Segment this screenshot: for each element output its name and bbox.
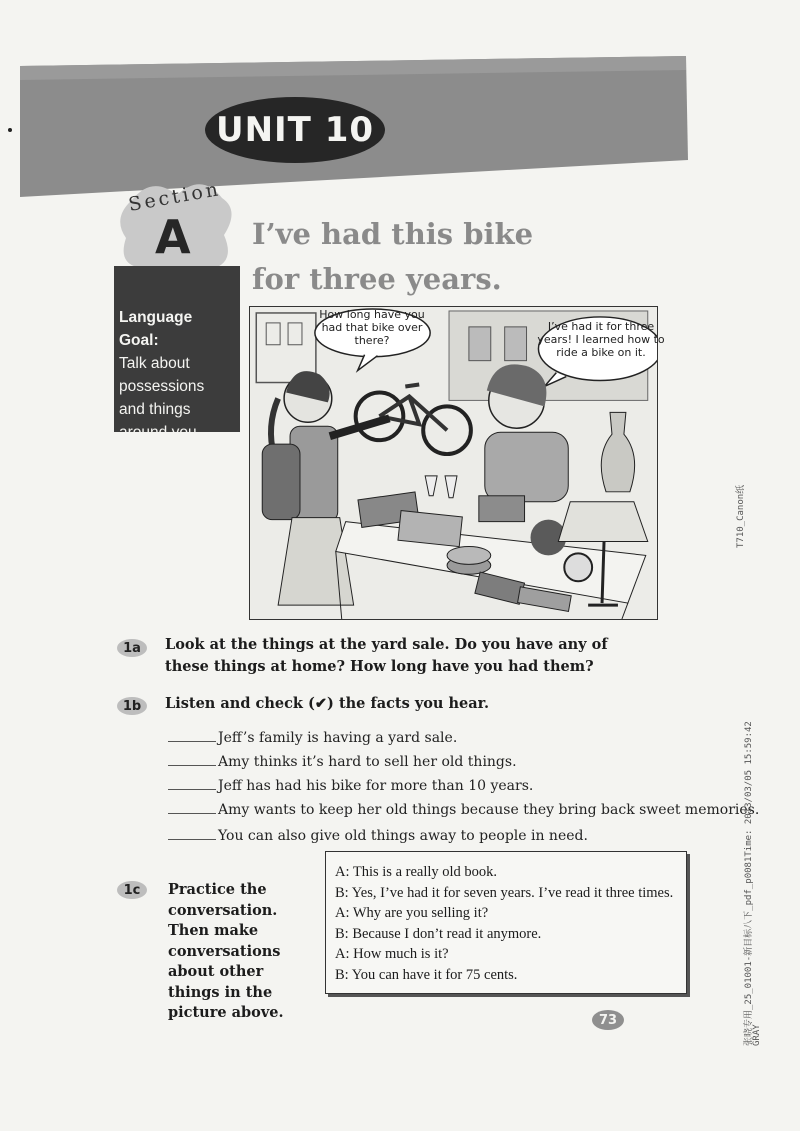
dialogue-line: B: Because I don’t read it anymore.: [335, 925, 542, 942]
exercise-1c-instruction: Practice the conversation. Then make conversations about other things in the picture above.: [168, 881, 284, 1021]
goal-text: Talk about possessions and things around you: [119, 355, 205, 441]
dialogue-line: A: This is a really old book.: [335, 864, 498, 880]
answer-blank[interactable]: [168, 778, 216, 790]
exercise-1a-badge: 1a: [117, 639, 147, 657]
fact-text: Amy wants to keep her old things because they bring back sweet memories.: [218, 802, 760, 818]
answer-blank[interactable]: [168, 828, 216, 840]
speech-bubble-girl: How long have you had that bike over there?: [319, 308, 425, 347]
exercise-1b-badge: 1b: [117, 697, 147, 715]
exercise-1c-badge: 1c: [117, 881, 147, 899]
page-number: 73: [592, 1010, 624, 1030]
margin-note-top: T710_Canon纸: [736, 484, 746, 548]
fact-text: Jeff’s family is having a yard sale.: [218, 730, 458, 746]
answer-blank[interactable]: [168, 730, 216, 742]
fact-text: You can also give old things away to people in need.: [218, 828, 588, 844]
dialogue-line: B: Yes, I’ve had it for seven years. I’ve read it three times.: [335, 884, 674, 901]
scan-dot: [8, 128, 12, 132]
fact-text: Amy thinks it’s hard to sell her old things.: [218, 754, 517, 770]
unit-title-pill: [205, 97, 385, 163]
language-goal-box: [114, 266, 240, 441]
margin-note-bottom: 张晓专用_25_01001-新目标八下_pdf_p0081Time: 2013/03/05 15:59:42: [744, 721, 754, 1046]
dialogue-line: A: How much is it?: [335, 946, 449, 962]
speech-bubble-boy: I’ve had it for three years! I learned how to ride a bike on it.: [537, 320, 665, 359]
exercise-1a-instruction: Look at the things at the yard sale. Do you have any of these things at home? How long have you had them?: [165, 636, 608, 675]
dialogue-box: [325, 851, 687, 994]
exercise-1b-instruction: Listen and check (✔) the facts you hear.: [165, 695, 490, 712]
fact-text: Jeff has had his bike for more than 10 years.: [218, 778, 534, 794]
margin-note-gray: GRAY: [752, 1024, 762, 1046]
fact-item: [168, 730, 457, 746]
fact-item: [168, 828, 588, 844]
answer-blank[interactable]: [168, 802, 216, 814]
goal-label: Language Goal:: [119, 309, 193, 349]
lesson-title: I’ve had this bike for three years.: [252, 217, 534, 296]
fact-item: [168, 802, 759, 818]
fact-item: [168, 754, 517, 770]
answer-blank[interactable]: [168, 754, 216, 766]
section-letter: A: [155, 210, 191, 264]
section-word: Section: [126, 178, 223, 216]
dialogue-line: A: Why are you selling it?: [335, 905, 489, 921]
dialogue-line: B: You can have it for 75 cents.: [335, 966, 518, 983]
unit-title: UNIT 10: [215, 110, 375, 150]
fact-item: [168, 778, 533, 794]
